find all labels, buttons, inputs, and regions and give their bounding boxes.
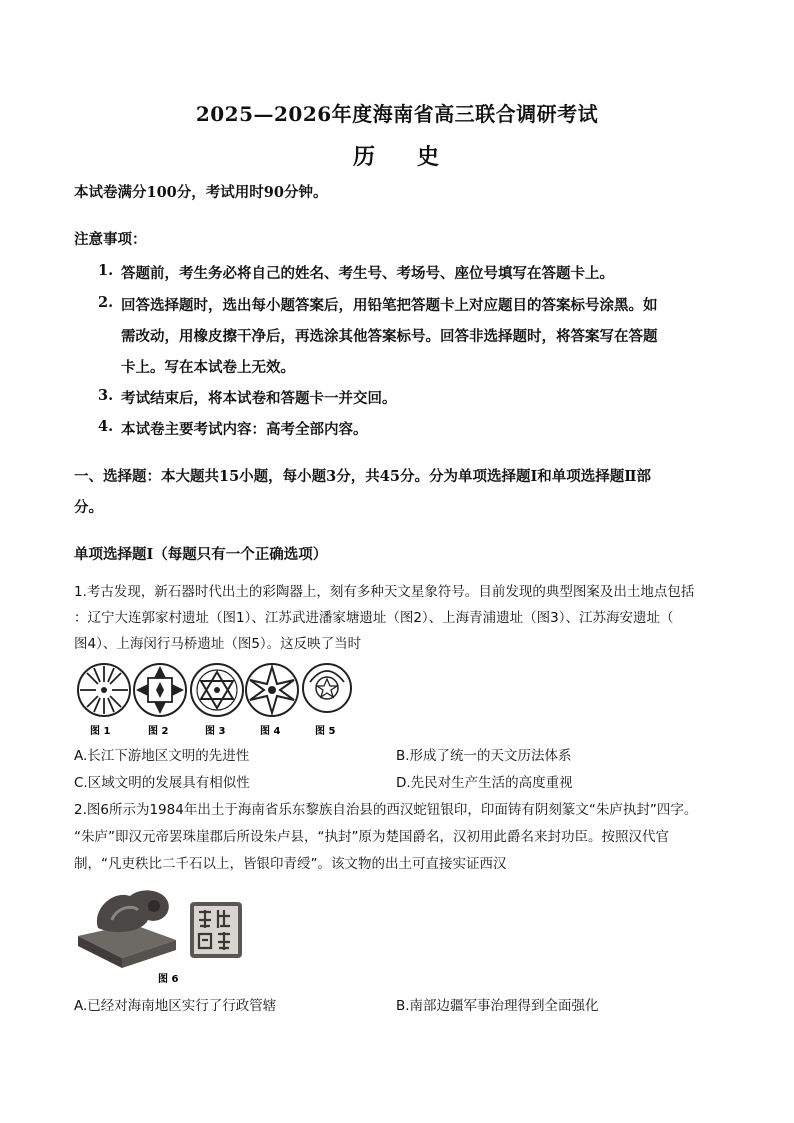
note-num-1: 1. (98, 262, 114, 279)
section1-line-2: 分。 (74, 499, 103, 516)
note-num-3: 3. (98, 387, 114, 404)
q1-option-c[interactable]: C.区域文明的发展具有相似性 (74, 775, 250, 791)
q2-line-1: 2.图6所示为1984年出土于海南省乐东黎族自治县的西汉蛇钮银印，印面铸有阴刻篆文“朱庐执封”四字。 (74, 802, 698, 818)
seal-face-photo-icon (190, 902, 242, 958)
q1-line-1: 1.考古发现，新石器时代出土的彩陶器上，刻有多种天文星象符号。目前发现的典型图案及出土地点包括 (74, 584, 695, 600)
note-num-2: 2. (98, 294, 114, 311)
q1-line-2: ：辽宁大连郭家村遗址（图1）、江苏武进潘家塘遗址（图2）、上海青浦遗址（图3）、江苏海安遗址（ (74, 610, 674, 626)
q1-option-b[interactable]: B.形成了统一的天文历法体系 (396, 748, 572, 764)
fig3-label: 图 3 (205, 726, 226, 737)
q2-figure (72, 880, 272, 990)
note-2-line-2: 需改动，用橡皮擦干净后，再选涂其他答案标号。回答非选择题时，将答案写在答题 (121, 328, 658, 345)
fig1-sun-symbol-icon (78, 664, 130, 716)
note-3-line-1: 考试结束后，将本试卷和答题卡一并交回。 (121, 390, 397, 407)
fig2-label: 图 2 (148, 726, 169, 737)
section1-line-1: 一、选择题：本大题共15小题，每小题3分，共45分。分为单项选择题Ⅰ和单项选择题Ⅱ部 (74, 468, 651, 485)
subject-char-1: 历 (352, 144, 377, 170)
subject-title (0, 140, 794, 171)
fig5-pentagram-icon (303, 664, 351, 712)
notes-heading: 注意事项： (74, 231, 147, 248)
q1-option-d[interactable]: D.先民对生产生活的高度重视 (396, 775, 573, 791)
note-num-4: 4. (98, 418, 114, 435)
q2-line-2: “朱庐”即汉元帝罢珠崖郡后所设朱卢县，“执封”原为楚国爵名，汉初用此爵名来封功臣。按照汉代官 (74, 829, 669, 845)
q2-option-a[interactable]: A.已经对海南地区实行了行政管辖 (74, 998, 277, 1014)
fig2-star-symbol-icon (134, 664, 186, 716)
exam-title: 2025—2026年度海南省高三联合调研考试 (195, 102, 599, 126)
fig6-label: 图 6 (158, 974, 179, 985)
note-2-line-3: 卡上。写在本试卷上无效。 (121, 359, 295, 376)
note-4-line-1: 本试卷主要考试内容：高考全部内容。 (121, 421, 368, 438)
subject-char-2: 史 (417, 144, 442, 170)
fig4-octagram-icon (246, 664, 298, 716)
note-2-line-1: 回答选择题时，选出每小题答案后，用铅笔把答题卡上对应题目的答案标号涂黑。如 (121, 297, 658, 314)
silver-seal-photo-icon (78, 890, 176, 968)
fig4-label: 图 4 (260, 726, 281, 737)
q1-figures (72, 660, 362, 740)
q1-line-3: 图4）、上海闵行马桥遗址（图5）。这反映了当时 (74, 636, 362, 652)
fig3-hexagram-icon (191, 664, 243, 716)
fig5-label: 图 5 (315, 726, 336, 737)
q2-option-b[interactable]: B.南部边疆军事治理得到全面强化 (396, 998, 599, 1014)
fig1-label: 图 1 (90, 726, 111, 737)
subsection-heading: 单项选择题Ⅰ（每题只有一个正确选项） (74, 546, 328, 563)
note-1-line-1: 答题前，考生务必将自己的姓名、考生号、考场号、座位号填写在答题卡上。 (121, 265, 614, 282)
q1-option-a[interactable]: A.长江下游地区文明的先进性 (74, 748, 250, 764)
exam-intro: 本试卷满分100分，考试用时90分钟。 (74, 184, 328, 201)
q2-line-3: 制，“凡吏秩比二千石以上，皆银印青绶”。该文物的出土可直接实证西汉 (74, 856, 507, 872)
